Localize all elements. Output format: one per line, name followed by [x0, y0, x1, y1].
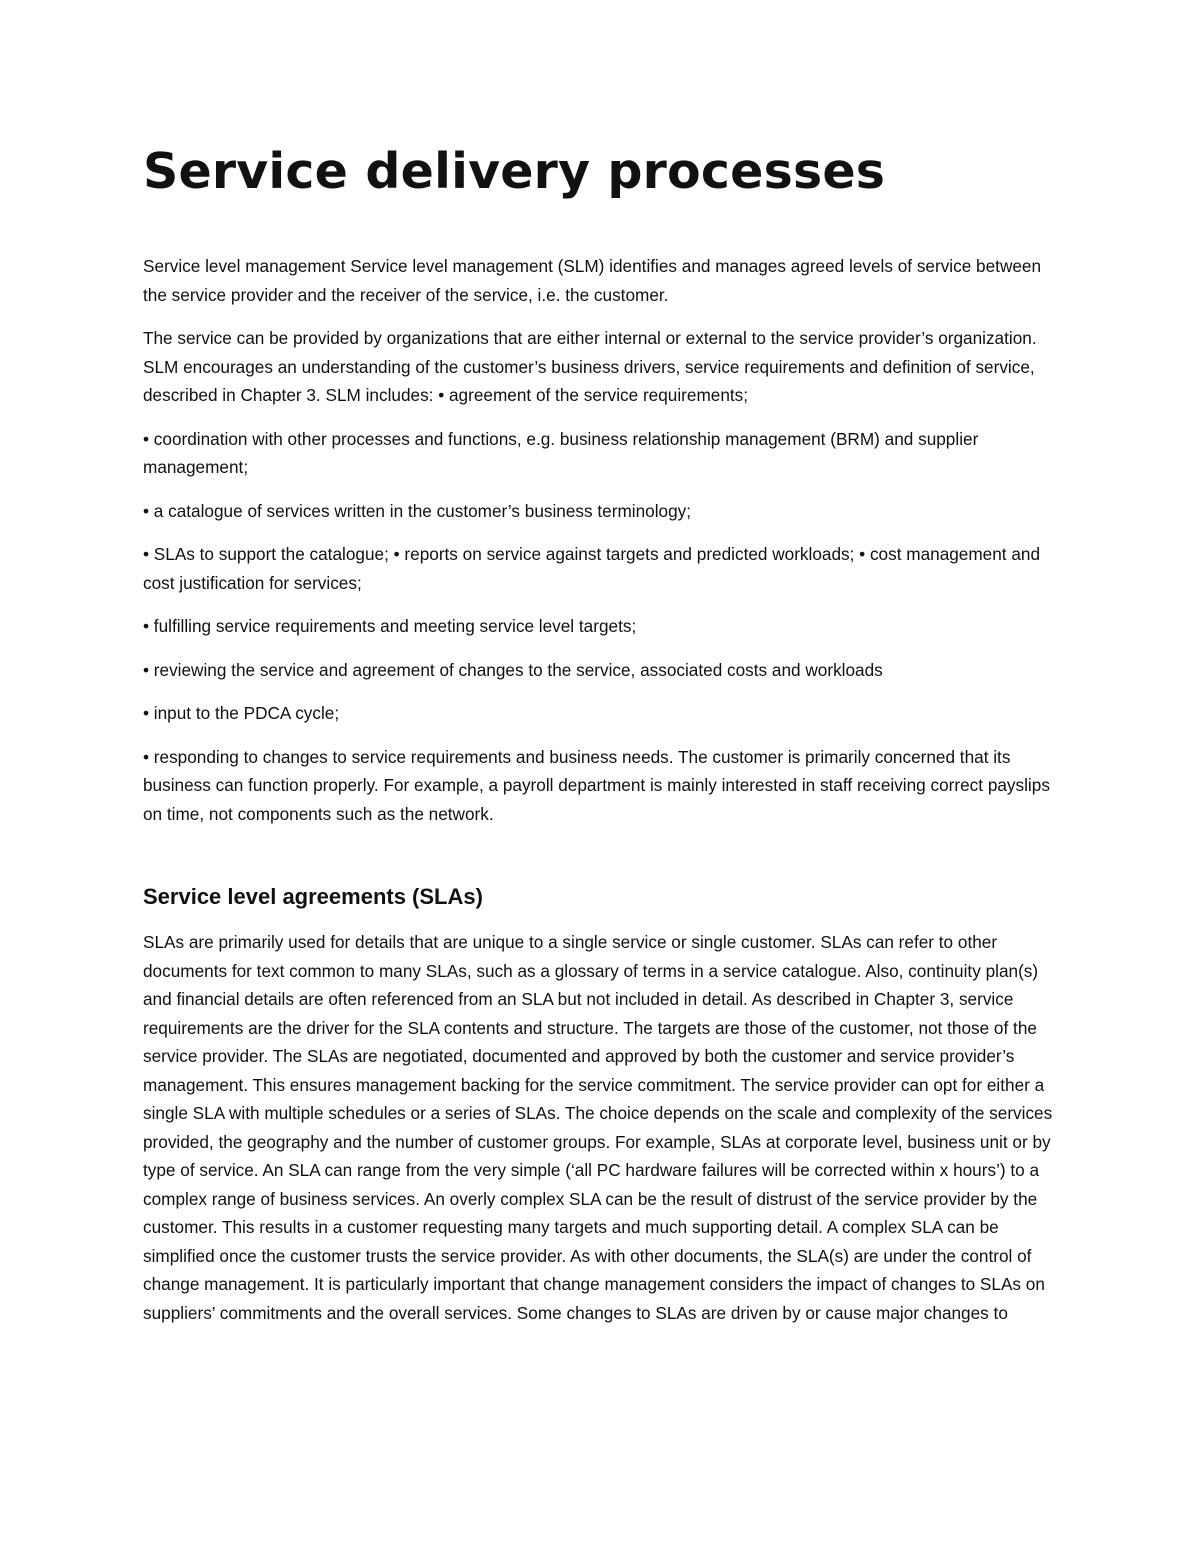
document-title: Service delivery processes — [143, 143, 886, 200]
paragraph-slm-includes: The service can be provided by organizations that are either internal or external to the service provider’s organization. SLM encourages an understanding of the customer’s business drivers, service requirements and definition of service, described in Chapter 3. SLM includes: • agreement of the service requirements; — [143, 328, 1037, 405]
bullet-catalogue: • a catalogue of services written in the customer’s business terminology; — [143, 500, 692, 521]
section-heading-slas: Service level agreements (SLAs) — [143, 884, 483, 909]
bullet-responding: • responding to changes to service requirements and business needs. The customer is primarily concerned that its business can function properly. For example, a payroll department is mainly interested in staff receiving correct payslips on time, not components such as the network. — [143, 746, 1050, 824]
bullet-coordination: • coordination with other processes and functions, e.g. business relationship management (BRM) and supplier management; — [143, 428, 979, 477]
bullet-fulfilling: • fulfilling service requirements and meeting service level targets; — [143, 616, 637, 636]
paragraph-slas-body: SLAs are primarily used for details that are unique to a single service or single customer. SLAs can refer to other documents for text common to many SLAs, such as a glossary of terms in a service catalogue. Also, continuity plan(s) and financial details are often referenced from an SLA but not included in detail. As described in Chapter 3, service requirements are the driver for the SLA contents and structure. The targets are those of the customer, not those of the service provider. The SLAs are negotiated, documented and approved by both the customer and service provider’s management. This ensures management backing for the service commitment. The service provider can opt for either a single SLA with multiple schedules or a series of SLAs. The choice depends on the scale and complexity of the services provided, the geography and the number of customer groups. For example, SLAs at corporate level, business unit or by type of service. An SLA can range from the very simple (‘all PC hardware failures will be corrected within x hours’) to a complex range of business services. An overly complex SLA can be the result of distrust of the service provider by the customer. This results in a customer requesting many targets and much supporting detail. A complex SLA can be simplified once the customer trusts the service provider. As with other documents, the SLA(s) are under the control of change management. It is particularly important that change management considers the impact of changes to SLAs on suppliers’ commitments and the overall services. Some changes to SLAs are driven by or cause major changes to — [143, 932, 1053, 1323]
bullet-slas-support: • SLAs to support the catalogue; • reports on service against targets and predicted workloads; • cost management and cost justification for services; — [143, 544, 1041, 593]
bullet-pdca: • input to the PDCA cycle; — [143, 703, 340, 723]
bullet-reviewing: • reviewing the service and agreement of changes to the service, associated costs and workloads — [143, 659, 883, 680]
paragraph-slm-intro: Service level management Service level management (SLM) identifies and manages agreed levels of service between the service provider and the receiver of the service, i.e. the customer. — [143, 256, 1042, 305]
document-page — [143, 140, 1063, 1327]
